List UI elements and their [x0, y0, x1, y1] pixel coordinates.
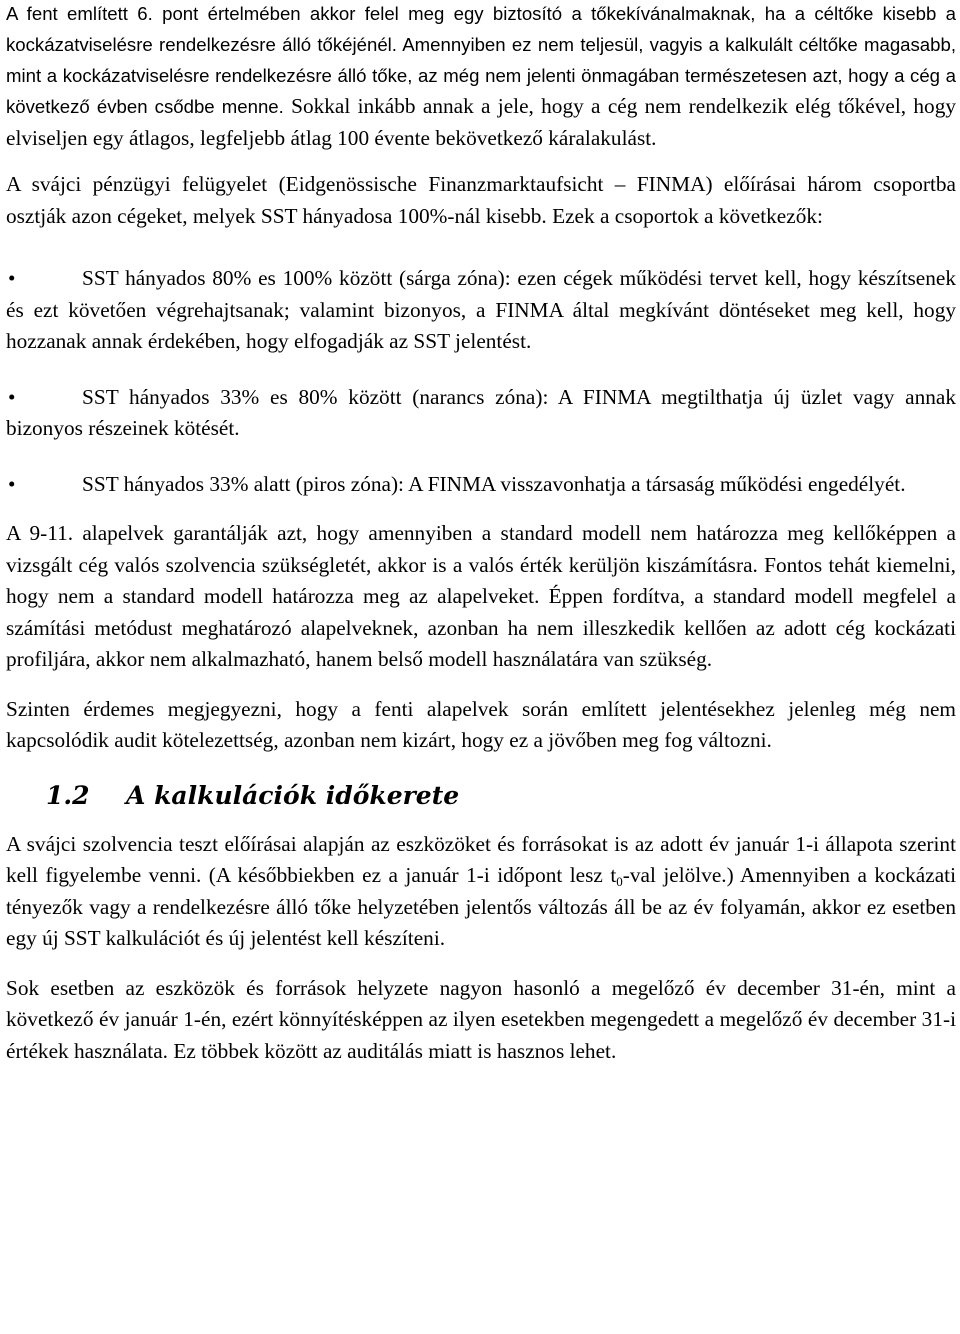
bullet-text: SST hányados 33% alatt (piros zóna): A FINMA visszavonhatja a társaság működési engedélyét. — [82, 471, 906, 496]
section-heading — [6, 779, 956, 813]
section-title: A kalkulációk időkerete — [126, 780, 460, 810]
paragraph-target-capital — [6, 0, 956, 154]
paragraph-finma-groups: A svájci pénzügyi felügyelet (Eidgenössische Finanzmarktaufsicht – FINMA) előírásai három csoportba osztják azon cégeket, melyek SST hányadosa 100%-nál kisebb. Ezek a csoportok a következők: — [6, 172, 956, 228]
bullet-icon: • — [8, 384, 16, 409]
paragraph-target-capital-sans-text: A fent említett 6. pont értelmében akkor felel meg egy biztosító a tőkekívánalmaknak, ha a céltőke kisebb a kockázatviselésre rendelkezésre álló tőkéjénél. Amennyiben ez nem teljesül, vagyis a kalkulált céltőke magasabb, mint a kockázatviselésre rendelkezésre álló tőke, az még nem jelenti önmagában természetesen azt, hogy a cég a következő évben csődbe menne. — [6, 3, 956, 117]
section-number: 1.2 — [46, 780, 90, 810]
bullet-icon: • — [8, 471, 16, 496]
bullet-text: SST hányados 80% es 100% között (sárga zóna): ezen cégek működési tervet kell, hogy készítsenek és ezt követően végrehajtsanak; valamint bizonyos, a FINMA által megkívánt döntéseket meg kell, hogy hozzanak annak érdekében, hogy elfogadják az SST jelentést. — [6, 266, 956, 353]
bullet-item-yellow-zone — [6, 263, 956, 358]
bullet-item-orange-zone — [6, 382, 956, 445]
paragraph-principles: A 9-11. alapelvek garantálják azt, hogy amennyiben a standard modell nem határozza meg kellőképpen a vizsgált cég valós szolvencia szükségletét, akkor is a valós érték kerüljön kiszámításra. Fontos tehát kiemelni, hogy nem a standard modell határozza meg az alapelveket. Éppen fordítva, a standard modell megfelel a számítási metódust meghatározó alapelveknek, azonban ha nem illeszkedik kellően az adott cég kockázati profiljára, akkor nem alkalmazható, hanem belső modell használatára van szükség. — [6, 521, 956, 671]
paragraph-target-capital-serif-text: Sokkal inkább annak a jele, hogy a cég nem rendelkezik elég tőkével, hogy elviseljen egy átlagos, legfeljebb átlag 100 évente bekövetkező káralakulást. — [6, 94, 956, 150]
paragraph-year-end-values: Sok esetben az eszközök és források helyzete nagyon hasonló a megelőző év december 31-én, mint a következő év január 1-én, ezért könnyítésképpen az ilyen esetekben megengedett a megelőző év december 31-i értékek használata. Ez többek között az auditálás miatt is hasznos lehet. — [6, 975, 956, 1063]
bullet-icon: • — [8, 266, 16, 290]
valuation-date-text-start: A svájci szolvencia teszt előírásai alapján az eszközöket és forrásokat is az adott év január 1-i állapota szerint kell figyelembe venni. (A későbbiekben ez a január 1-i időpont lesz t — [6, 831, 956, 887]
bullet-text: SST hányados 33% es 80% között (narancs zóna): A FINMA megtilthatja új üzlet vagy annak bizonyos részeinek kötését. — [6, 384, 956, 440]
paragraph-valuation-date — [6, 829, 956, 955]
t-zero-subscript: 0 — [616, 874, 623, 889]
bullet-item-red-zone — [6, 469, 956, 501]
paragraph-audit: Szinten érdemes megjegyezni, hogy a fenti alapelvek során említett jelentésekhez jelenleg még nem kapcsolódik audit kötelezettség, azonban nem kizárt, hogy ez a jövőben meg fog változni. — [6, 696, 956, 752]
valuation-date-text-end: -val jelölve.) Amennyiben a kockázati tényezők vagy a rendelkezésre álló tőke helyzetében jelentős változás áll be az év folyamán, akkor ez esetben egy új SST kalkulációt és új jelentést kell készíteni. — [6, 863, 956, 950]
document-page — [6, 0, 956, 1067]
